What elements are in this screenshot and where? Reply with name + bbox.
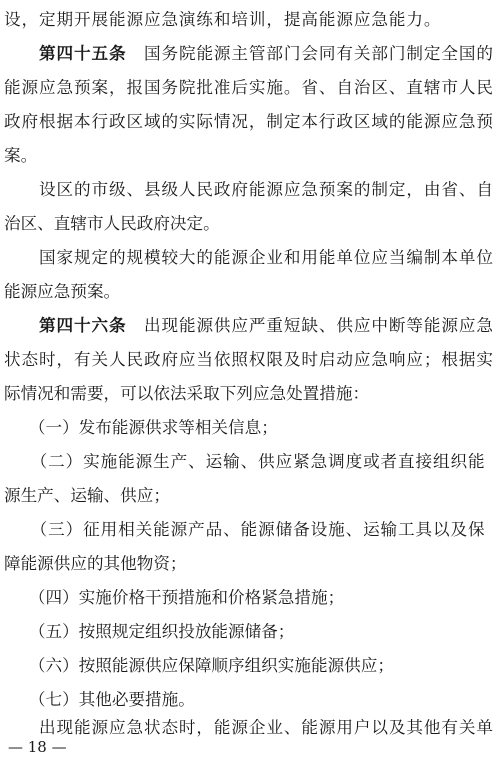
page-number: — 18 — (8, 738, 67, 756)
text-line: 能源应急预案。 (4, 282, 121, 301)
text-line: 际情况和需要，可以依法采取下列应急处置措施： (4, 384, 370, 403)
text-line: 障能源供应的其他物资； (4, 554, 187, 573)
text-line: 国家规定的规模较大的能源企业和用能单位应当编制本单位 (4, 248, 494, 267)
list-item: （一）发布能源供求等相关信息； (4, 418, 278, 437)
list-item: （三）征用相关能源产品、能源储备设施、运输工具以及保 (4, 520, 486, 539)
list-item: （五）按照规定组织投放能源储备； (4, 622, 295, 641)
text-line: 能源应急预案，报国务院批准后实施。省、自治区、直辖市人民 (4, 78, 494, 97)
article-45-line: 第四十五条 国务院能源主管部门会同有关部门制定全国的 (39, 44, 494, 63)
text-line: 设，定期开展能源应急演练和培训，提高能源应急能力。 (4, 10, 442, 29)
list-item: （四）实施价格干预措施和价格紧急措施； (4, 588, 345, 607)
text-line: 源生产、运输、供应； (4, 486, 170, 505)
article-heading: 第四十六条 (39, 316, 127, 335)
list-item: （七）其他必要措施。 (4, 690, 195, 709)
list-item: （六）按照能源供应保障顺序组织实施能源供应； (4, 656, 394, 675)
text-line: 出现能源应急状态时，能源企业、能源用户以及其他有关单 (4, 718, 494, 737)
text-line: 治区、直辖市人民政府决定。 (4, 214, 220, 233)
text-line: 状态时，有关人民政府应当依照权限及时启动应急响应；根据实 (4, 350, 494, 369)
text-line: 政府根据本行政区域的实际情况，制定本行政区域的能源应急预 (4, 112, 494, 131)
article-heading: 第四十五条 (39, 44, 127, 63)
list-item: （二）实施能源生产、运输、供应紧急调度或者直接组织能 (4, 452, 486, 471)
article-46-line: 第四十六条 出现能源供应严重短缺、供应中断等能源应急 (39, 316, 494, 335)
text-line: 案。 (4, 146, 38, 165)
text-line: 设区的市级、县级人民政府能源应急预案的制定，由省、自 (4, 180, 494, 199)
